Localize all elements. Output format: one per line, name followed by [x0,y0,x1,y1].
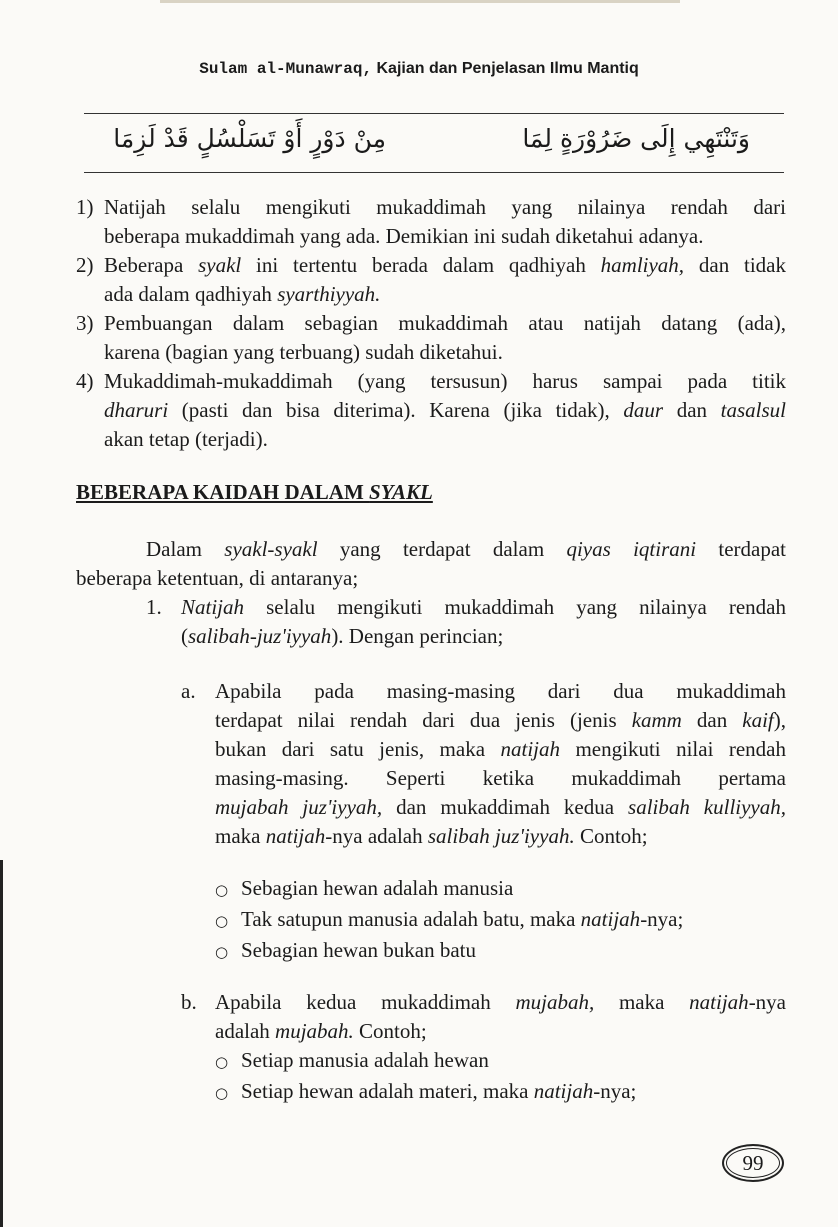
circle-bullet-icon: ○ [215,1084,229,1102]
text: maka [215,824,266,848]
bullet-text: Tak satupun manusia adalah batu, maka [241,907,581,931]
term-natijah: natijah [265,824,326,848]
item-a-label: a. [181,679,196,703]
intro-line2: beberapa ketentuan, di antaranya; [76,566,359,590]
text: Apabila kedua mukaddimah [215,990,516,1014]
item-a [215,677,786,851]
list-item-1-line2: beberapa mukaddimah yang ada. Demikian ini sudah diketahui adanya. [104,224,704,248]
term-natijah: natijah [689,990,749,1014]
text: bukan dari satu jenis, maka [215,737,501,761]
text: yang terdapat dalam [317,537,567,561]
text: Contoh; [574,824,648,848]
list-number-2: 2) [76,253,94,277]
term-syarthiyyah: syarthiyyah. [277,282,381,306]
term-mujabah-juziyyah: mujabah juz'iyyah, [215,795,383,819]
bullet-list-a [215,874,683,967]
text: ada dalam qadhiyah [104,282,278,306]
item-a-line4: masing-masing. Seperti ketika mukaddimah pertama [215,766,786,790]
circle-bullet-icon: ○ [215,1053,229,1071]
list-item [215,874,683,905]
heading-term: SYAKL [369,480,433,504]
scan-edge-line [0,860,3,1227]
text: Beberapa [104,253,199,277]
bullet-text-tail: -nya; [640,907,684,931]
term-natijah: natijah [533,1079,594,1103]
term-natijah: natijah [500,737,560,761]
text: Contoh; [353,1019,427,1043]
text: (pasti dan bisa diterima). Karena (jika tidak), [168,398,624,422]
text: mengikuti nilai rendah [560,737,786,761]
list-number-1: 1) [76,195,94,219]
term-kaif: kaif [742,708,774,732]
term-salibah-kulliyyah: salibah kulliyyah, [628,795,787,819]
list-item-4-line3: akan tetap (terjadi). [104,427,268,451]
list-item [215,936,683,967]
list-item-3 [104,309,786,367]
heading-text: BEBERAPA KAIDAH DALAM [76,480,370,504]
list-item-4 [104,367,786,454]
term-natijah: natijah [580,907,641,931]
text: -nya adalah [325,824,428,848]
item-b-label: b. [181,990,197,1014]
list-item-2 [104,251,786,309]
list-item [215,1077,636,1108]
list-item-1-line1: Natijah selalu mengikuti mukaddimah yang nilainya rendah dari [104,195,786,219]
text: dan [681,708,743,732]
list-number-4: 4) [76,369,94,393]
text: dan tidak [684,253,786,277]
text: ). Dengan perincian; [331,624,504,648]
rule-number-1: 1. [146,595,162,619]
term-kamm: kamm [631,708,682,732]
text: maka [594,990,690,1014]
text: dan [663,398,721,422]
verse-left-half: مِنْ دَوْرٍ أَوْ تَسَلْسُلٍ قَدْ لَزِمَا [113,124,386,153]
bullet-text-tail: -nya; [593,1079,637,1103]
section-heading [76,480,433,505]
list-item [215,905,683,936]
verse-bottom-rule [84,172,784,173]
term-syakl: syakl [198,253,242,277]
text: -nya [748,990,787,1014]
item-a-line1: Apabila pada masing-masing dari dua mukaddimah [215,679,786,703]
text: adalah [215,1019,276,1043]
text: Dalam [146,537,225,561]
bullet-list-b [215,1046,636,1108]
term-daur: daur [623,398,664,422]
term-tasalsul: tasalsul [720,398,787,422]
term-hamliyah: hamliyah, [600,253,685,277]
page-number: 99 [722,1144,784,1182]
text: ( [181,624,188,648]
term-mujabah: mujabah. [275,1019,354,1043]
header-title-part1: Sulam al-Munawraq, [199,60,373,78]
term-natijah: Natijah [181,595,245,619]
term-salibah-juziyyah: salibah-juz'iyyah [188,624,332,648]
bullet-text: Sebagian hewan adalah manusia [241,876,514,900]
text: ini tertentu berada dalam qadhiyah [241,253,601,277]
verse-top-rule [84,113,784,114]
text: terdapat [696,537,786,561]
bullet-text: Setiap manusia adalah hewan [241,1048,489,1072]
term-salibah-juziyyah: salibah juz'iyyah. [427,824,575,848]
term-syakl-syakl: syakl-syakl [224,537,318,561]
running-header [0,58,838,78]
verse-right-half: وَتَنْتَهِي إِلَى ضَرُوْرَةٍ لِمَا [522,124,750,153]
item-b [215,988,786,1046]
intro-paragraph [76,535,786,593]
top-edge-shadow [160,0,680,3]
list-number-3: 3) [76,311,94,335]
list-item [215,1046,636,1077]
list-item-1 [104,193,786,251]
list-item-3-line1: Pembuangan dalam sebagian mukaddimah atau natijah datang (ada), [104,311,786,335]
text: selalu mengikuti mukaddimah yang nilainya rendah [244,595,786,619]
text: terdapat nilai rendah dari dua jenis (jenis [215,708,632,732]
bullet-text: Sebagian hewan bukan batu [241,938,477,962]
circle-bullet-icon: ○ [215,943,229,961]
bullet-text: Setiap hewan adalah materi, maka [241,1079,534,1103]
text: ), [773,708,787,732]
circle-bullet-icon: ○ [215,881,229,899]
term-mujabah: mujabah, [515,990,595,1014]
list-item-4-line1: Mukaddimah-mukaddimah (yang tersusun) harus sampai pada titik [104,369,786,393]
circle-bullet-icon: ○ [215,912,229,930]
term-dharuri: dharuri [104,398,169,422]
term-qiyas-iqtirani: qiyas iqtirani [566,537,697,561]
list-item-3-line2: karena (bagian yang terbuang) sudah diketahui. [104,340,503,364]
header-title-part2: Kajian dan Penjelasan Ilmu Mantiq [372,60,639,77]
rule-1 [181,593,786,651]
text: dan mukaddimah kedua [382,795,629,819]
